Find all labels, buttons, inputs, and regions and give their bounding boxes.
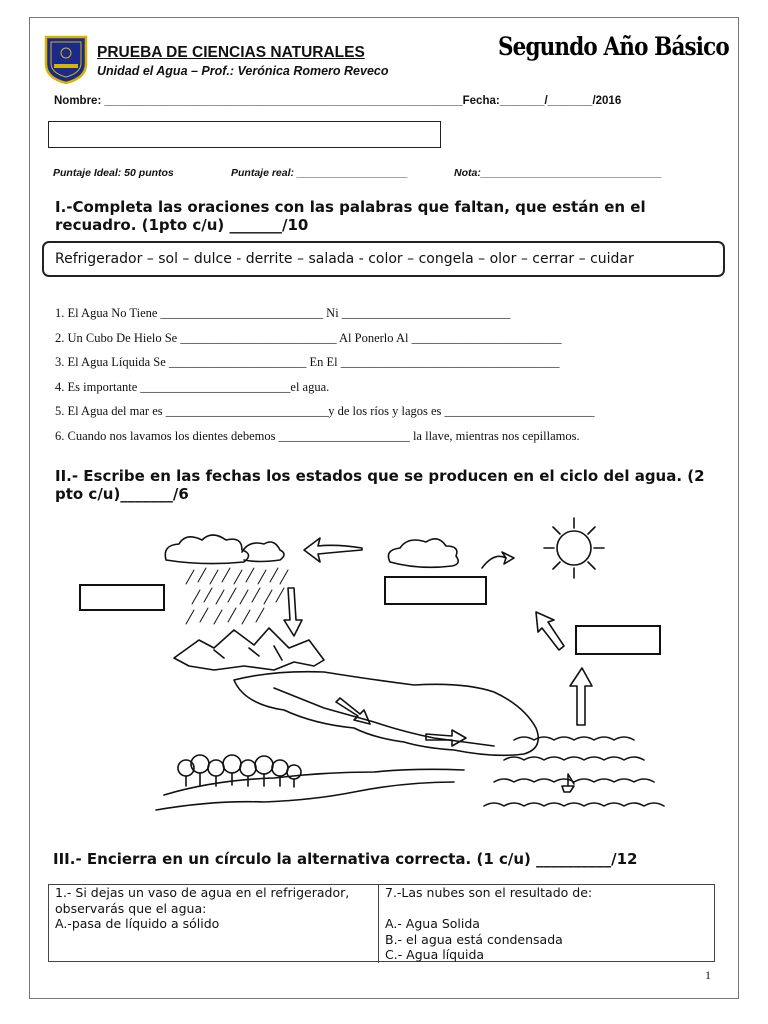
- section-2-title: II.- Escribe en las fechas los estados que se producen en el ciclo del agua. (2 pto c/u)_______/6: [55, 467, 705, 503]
- land-icon: [234, 672, 538, 756]
- mc-question-1-option-a[interactable]: A.-pasa de líquido a sólido: [55, 916, 220, 931]
- real-score-field[interactable]: Puntaje real: ___________________: [231, 167, 408, 179]
- mc-question-7-option-c[interactable]: C.- Agua líquida: [385, 947, 485, 962]
- answer-box-right: [576, 626, 660, 654]
- page-number: 1: [705, 968, 711, 982]
- up-arrow-right-icon: [570, 668, 592, 725]
- down-arrow-icon: [284, 588, 302, 636]
- rain-icon: [186, 568, 288, 624]
- ideal-score: Puntaje Ideal: 50 puntos: [53, 167, 174, 179]
- word-bank-box: [42, 241, 725, 277]
- word-bank-text: Refrigerador – sol – dulce - derrite – salada - color – congela – olor – cerrar – cuidar: [55, 251, 634, 267]
- mc-question-1: 1.- Si dejas un vaso de agua en el refrigerador, observarás que el agua:: [55, 885, 350, 916]
- left-arrow-icon: [304, 538, 362, 562]
- sea-waves-icon: [484, 737, 664, 806]
- test-title: PRUEBA DE CIENCIAS NATURALES: [97, 44, 365, 61]
- question-3[interactable]: 3. El Agua Líquida Se ______________________ En El ___________________________________: [55, 355, 560, 369]
- mc-question-7: 7.-Las nubes son el resultado de:: [385, 885, 593, 900]
- up-arrow-left-icon: [536, 612, 564, 650]
- answer-box-left: [80, 585, 164, 610]
- question-4[interactable]: 4. Es importante ________________________el agua.: [55, 380, 330, 394]
- question-2[interactable]: 2. Un Cubo De Hielo Se _________________________ Al Ponerlo Al ________________________: [55, 331, 562, 345]
- cloud-icon: [388, 539, 458, 568]
- section-3-title: III.- Encierra en un círculo la alternativa correcta. (1 c/u) __________/12: [53, 850, 638, 868]
- section-1-title: I.-Completa las oraciones con las palabras que faltan, que están en el recuadro. (1pto c/u) _______/10: [55, 198, 646, 234]
- question-6[interactable]: 6. Cuando nos lavamos los dientes debemos _____________________ la llave, mientras nos cepillamos.: [55, 429, 580, 443]
- sailboat-icon: [562, 774, 574, 792]
- question-7-cell: [379, 885, 714, 963]
- trees-icon: [178, 755, 301, 787]
- question-1-cell: [49, 885, 379, 963]
- water-cycle-diagram: [74, 510, 724, 830]
- school-crest-icon: [44, 34, 88, 84]
- sun-icon: [544, 518, 604, 578]
- multiple-choice-table: [48, 884, 715, 962]
- mc-question-7-option-b[interactable]: B.- el agua está condensada: [385, 931, 563, 947]
- answer-box-middle: [385, 577, 486, 604]
- spacer: [385, 901, 708, 917]
- blank-answer-box[interactable]: [48, 121, 441, 148]
- unit-subtitle: Unidad el Agua – Prof.: Verónica Romero Reveco: [97, 64, 389, 78]
- question-1[interactable]: 1. El Agua No Tiene __________________________ Ni ___________________________: [55, 306, 511, 320]
- grade-level-heading: Segundo Año Básico: [498, 32, 729, 61]
- rain-cloud-icon: [165, 535, 284, 564]
- grade-field[interactable]: Nota:_______________________________: [454, 167, 662, 179]
- mc-question-7-option-a[interactable]: A.- Agua Solida: [385, 916, 480, 931]
- question-5[interactable]: 5. El Agua del mar es __________________________y de los ríos y lagos es ________________________: [55, 404, 595, 418]
- name-date-line[interactable]: Nombre: ________________________________________________________Fecha:_______/_______/2016: [54, 95, 622, 107]
- curved-arrow-icon: [482, 556, 506, 568]
